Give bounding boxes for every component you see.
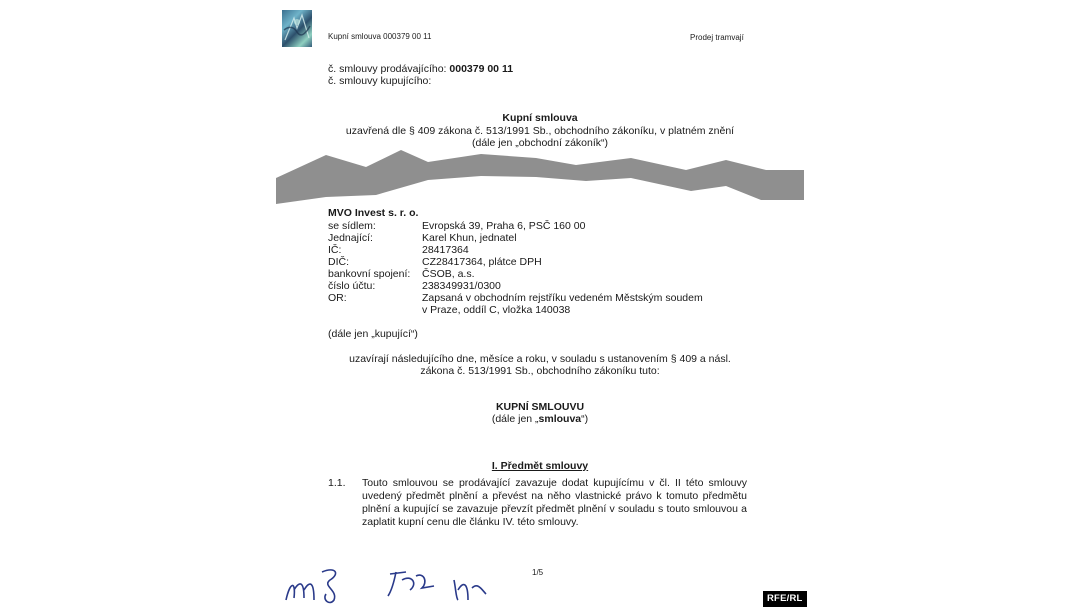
clause-line: Touto smlouvou se prodávající zavazuje dodat kupujícímu v čl. II této smlouvy <box>362 477 747 489</box>
clause-number: 1.1. <box>328 477 346 489</box>
party-value-bank: ČSOB, a.s. <box>422 268 475 280</box>
contract-sub-bold: smlouva <box>538 413 582 425</box>
party-label-account: číslo účtu: <box>328 280 376 292</box>
rfe-watermark: RFE/RL <box>763 591 807 607</box>
contract-heading: KUPNÍ SMLOUVU <box>495 401 585 413</box>
redaction-block <box>276 0 804 230</box>
party-value-or: Zapsaná v obchodním rejstříku vedeném Městským soudem <box>422 292 703 304</box>
buyer-contract-label: č. smlouvy kupujícího: <box>328 75 432 87</box>
conclude-line-2: zákona č. 513/1991 Sb., obchodního zákoníku tuto: <box>420 365 660 377</box>
seller-contract-value: 000379 00 11 <box>449 63 514 75</box>
party-label-seat: se sídlem: <box>328 220 376 232</box>
party-label-or: OR: <box>328 292 347 304</box>
seller-contract-label: č. smlouvy prodávajícího: <box>328 63 447 75</box>
header-subject: Prodej tramvají <box>690 33 744 42</box>
clause-line: plnění a kupující se zavazuje převzít předmět plnění v souladu s touto smlouvou a <box>362 503 747 515</box>
party-value-seat: Evropská 39, Praha 6, PSČ 160 00 <box>422 220 586 232</box>
party-label-bank: bankovní spojení: <box>328 268 411 280</box>
party-label-dic: DIČ: <box>328 256 349 268</box>
contract-abbrev: (dále jen „obchodní zákoník“) <box>472 137 608 149</box>
contract-title: Kupní smlouva <box>502 112 578 124</box>
party-label-acting: Jednající: <box>328 232 373 244</box>
contract-subheading <box>276 413 804 426</box>
party-value-ic: 28417364 <box>422 244 469 256</box>
header-contract-id: Kupní smlouva 000379 00 11 <box>328 32 432 41</box>
party-name: MVO Invest s. r. o. <box>328 207 419 219</box>
contract-sub-post: “) <box>581 413 589 425</box>
section-heading: I. Předmět smlouvy <box>491 460 589 472</box>
party-value-account: 238349931/0300 <box>422 280 501 292</box>
clause-text <box>362 477 747 529</box>
party-value-acting: Karel Khun, jednatel <box>422 232 517 244</box>
party-label-ic: IČ: <box>328 244 342 256</box>
buyer-abbrev: (dále jen „kupující“) <box>328 328 418 340</box>
document-page <box>276 0 804 608</box>
party-value-or-line2: v Praze, oddíl C, vložka 140038 <box>422 304 571 316</box>
contract-sub-pre: (dále jen „ <box>491 413 539 425</box>
contract-basis: uzavřená dle § 409 zákona č. 513/1991 Sb., obchodního zákoníku, v platném znění <box>345 125 735 137</box>
page-number: 1/5 <box>532 568 544 577</box>
handwritten-signatures <box>278 560 518 606</box>
party-value-dic: CZ28417364, plátce DPH <box>422 256 542 268</box>
clause-line: zaplatit kupní cenu dle článku IV. této smlouvy. <box>362 516 579 528</box>
clause-line: uvedený předmět plnění a převést na něho vlastnické právo k tomuto předmětu <box>362 490 747 502</box>
conclude-line-1: uzavírají následujícího dne, měsíce a roku, v souladu s ustanovením § 409 a násl. <box>349 353 731 365</box>
